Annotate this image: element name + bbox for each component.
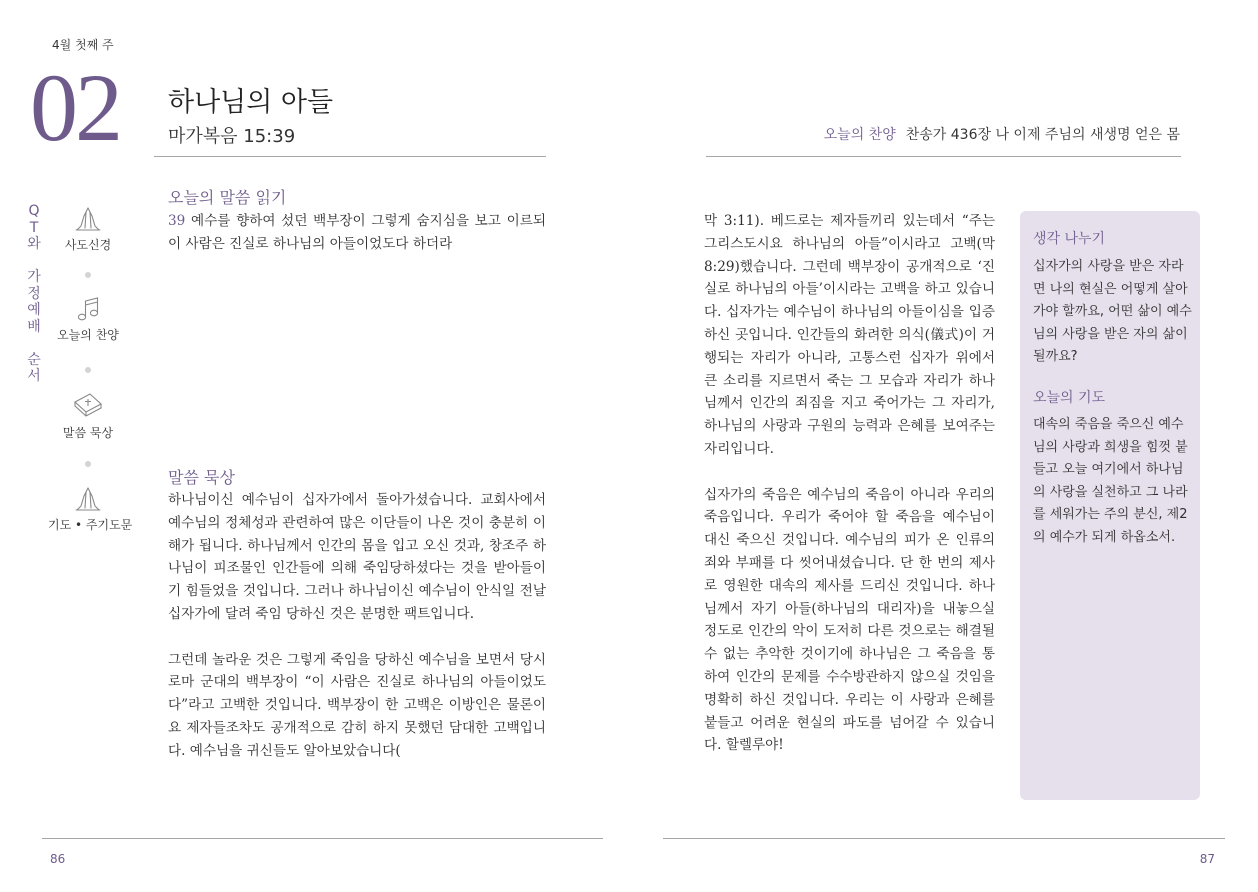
meditation-paragraph: 십자가의 죽음은 예수님의 죽음이 아니라 우리의 죽음입니다. 우리가 죽어야 할 죽음을 예수님이 대신 죽으신 것입니다. 예수님의 피가 온 인류의 죄와 부패를 다 씻어내셨습니다. 단 한 번의 제사로 영원한 대속의 제사를 드리신 것입니다. 하나님께서 자기 아들(하나님의 대리자)을 내놓으실 정도로 인간의 악이 도저히 다른 것으로는 해결될 수 없는 추악한 것이기에 하나님은 그 죽음을 통하여 인간의 문제를 수수방관하지 않으실 것임을 명확히 하신 것입니다. 우리는 이 사랑과 은혜를 붙들고 어려운 현실의 파도를 넘어갈 수 있습니다. 할렐루야!: [704, 486, 995, 754]
meditation-paragraph: 막 3:11). 베드로는 제자들끼리 있는데서 “주는 그리스도시요 하나님의 아들”이시라고 고백(막 8:29)했습니다. 그런데 백부장이 공개적으로 ‘진실로 하나님의 아들’이시라는 고백을 하고 있습니다. 십자가는 예수님이 하나님의 아들이심을 입증하신 곳입니다. 인간들의 화려한 의식(儀式)이 거행되는 자리가 아니라, 고통스런 십자가 위에서 큰 소리를 지르면서 죽는 그 모습과 자리가 하나님께서 인간의 죄짐을 지고 죽어가는 그 자리가, 하나님의 사랑과 구원의 능력과 은혜를 보여주는 자리입니다.: [704, 213, 995, 457]
meditation-body-left: [168, 489, 546, 785]
share-title: 생각 나누기: [1033, 231, 1106, 247]
step-separator-dot: [85, 272, 91, 278]
order-step-meditation: [48, 390, 128, 441]
page-number-right: 87: [1199, 852, 1215, 866]
vertical-char: 배: [27, 318, 41, 335]
order-step-label: 오늘의 찬양: [57, 328, 119, 342]
order-step-label: 기도 • 주기도문: [48, 518, 133, 532]
chapter-number: 02: [30, 54, 120, 161]
meditation-section-title: 말씀 묵상: [168, 468, 235, 487]
prayer-text: 대속의 죽음을 죽으신 예수님의 사랑과 희생을 힘껏 붙들고 오늘 여기에서 하나님의 사랑을 실천하고 그 나라를 세워가는 주의 분신, 제2의 예수가 되게 하옵소서.: [1033, 417, 1188, 545]
reflection-box: [1020, 211, 1200, 800]
order-step-label: 말씀 묵상: [62, 426, 114, 440]
vertical-char: 와: [27, 236, 41, 252]
verse-text: 예수를 향하여 섰던 백부장이 그렇게 숨지심을 보고 이르되 이 사람은 진실로 하나님의 아들이었도다 하더라: [168, 213, 547, 252]
header-divider-right: [706, 156, 1181, 157]
vertical-char: 순: [27, 351, 41, 368]
order-step-hymn: [48, 296, 128, 343]
order-step-prayer: [48, 486, 133, 533]
page-title: 하나님의 아들: [168, 87, 334, 118]
praying-hands-icon: [73, 486, 103, 512]
vertical-char: Q: [28, 203, 40, 219]
order-step-creed: [48, 206, 128, 253]
order-step-label: 사도신경: [64, 238, 112, 252]
meditation-paragraph: 하나님이신 예수님이 십자가에서 돌아가셨습니다. 교회사에서 예수님의 정체성과 관련하여 많은 이단들이 나온 것이 충분히 이해가 됩니다. 하나님께서 인간의 몸을 입고 오신 것과, 창조주 하나님이 피조물인 인간들에 의해 죽임당하셨다는 것을 받아들이기 힘들었을 것입니다. 그러나 하나님이신 예수님이 안식일 전날 십자가에 달려 죽임 당하신 것은 분명한 팩트입니다.: [168, 492, 546, 622]
vertical-char: [25, 253, 43, 270]
vertical-char: 서: [27, 368, 41, 384]
vertical-char: 예: [27, 302, 41, 318]
meditation-paragraph: 그런데 놀라운 것은 그렇게 죽임을 당하신 예수님을 보면서 당시 로마 군대의 백부장이 “이 사람은 진실로 하나님의 아들이었도다”라고 고백한 것입니다. 백부장이 한 고백은 이방인은 물론이요 제자들조차도 공개적으로 감히 하지 못했던 담대한 고백입니다. 예수님을 귀신들도 알아보았습니다(: [168, 651, 546, 759]
vertical-char: 정: [27, 285, 41, 302]
step-separator-dot: [85, 367, 91, 373]
vertical-char: 가: [27, 269, 41, 285]
footer-divider-left: [42, 838, 603, 839]
vertical-char: T: [29, 219, 39, 236]
verse-number: 39: [168, 213, 186, 229]
praying-hands-icon: [73, 206, 103, 232]
header-divider-left: [154, 156, 546, 157]
meditation-body-right: [704, 210, 995, 780]
page-number-left: 86: [50, 852, 66, 866]
scripture-reference: 마가복음 15:39: [168, 126, 296, 147]
reading-section-title: 오늘의 말씀 읽기: [168, 188, 287, 207]
share-text: 십자가의 사랑을 받은 자라면 나의 현실은 어떻게 살아가야 할까요, 어떤 삶이 예수님의 사랑을 받은 자의 삶이 될까요?: [1033, 259, 1192, 364]
footer-divider-right: [663, 838, 1225, 839]
bible-icon: [72, 390, 104, 420]
worship-order-vertical-label: [25, 203, 43, 385]
hymn-label: 오늘의 찬양: [823, 127, 896, 143]
week-label: 4월 첫째 주: [52, 38, 114, 52]
hymn-text: 찬송가 436장 나 이제 주님의 새생명 얻은 몸: [905, 127, 1180, 143]
music-note-icon: [76, 296, 100, 322]
vertical-char: [25, 335, 43, 352]
verse-text-block: [168, 210, 546, 256]
prayer-title: 오늘의 기도: [1033, 390, 1106, 406]
todays-hymn: [824, 124, 1180, 144]
step-separator-dot: [85, 461, 91, 467]
